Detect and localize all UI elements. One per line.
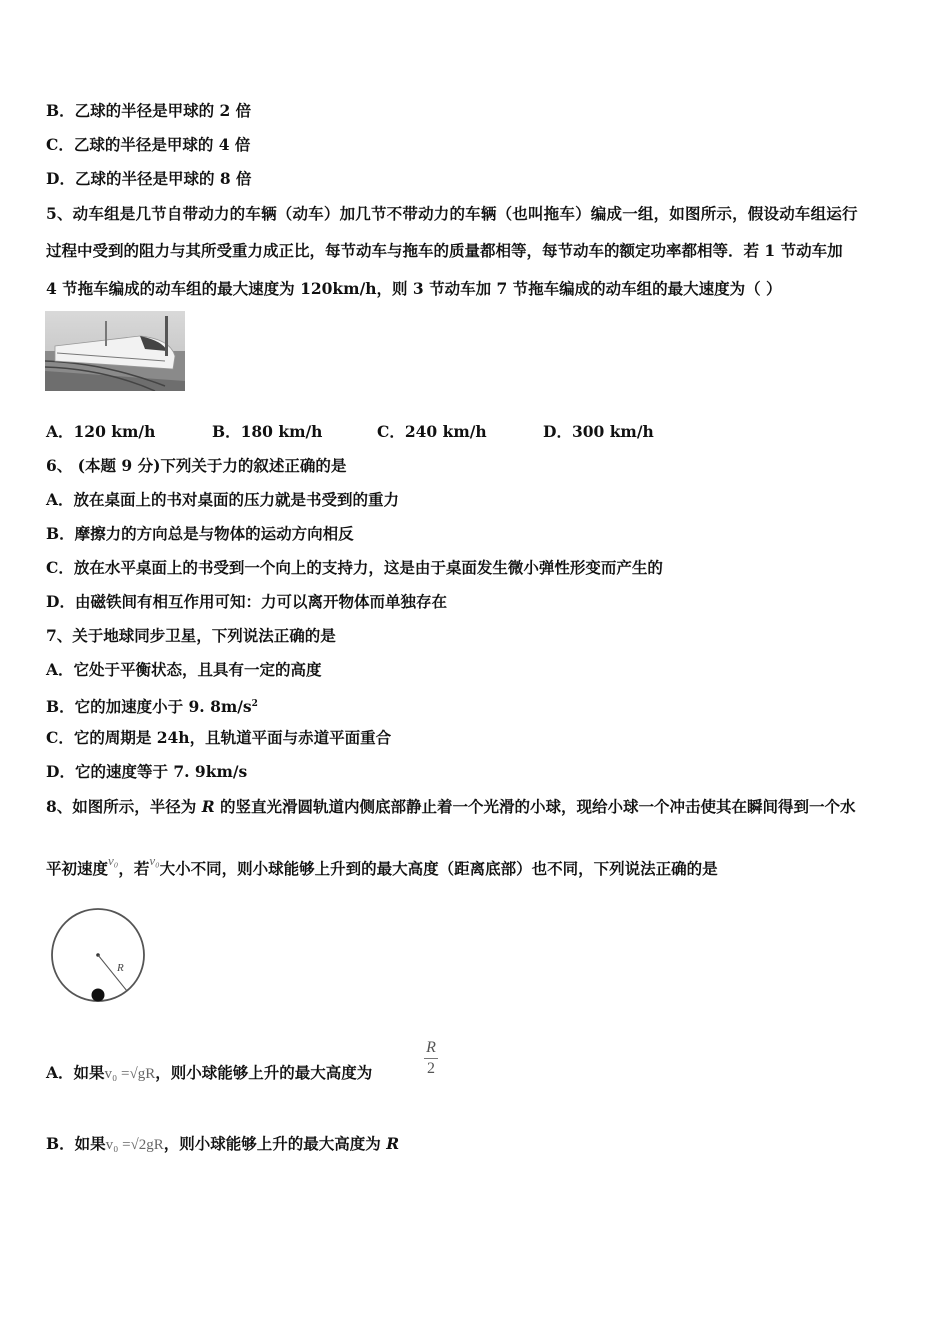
q8-a-suffix: ，则小球能够上升的最大高度为 xyxy=(155,1063,373,1082)
q7-option-d: D．它的速度等于 7. 9km/s xyxy=(46,762,248,781)
q6-stem: 6、 (本题 9 分)下列关于力的叙述正确的是 xyxy=(46,456,347,475)
q6-option-d: D．由磁铁间有相互作用可知：力可以离开物体而单独存在 xyxy=(46,592,447,611)
q6-option-b: B．摩擦力的方向总是与物体的运动方向相反 xyxy=(46,524,354,543)
q5-stem-line3: 4 节拖车编成的动车组的最大速度为 120km/h，则 3 节动车加 7 节拖车编成的动车组的最大速度为（ ） xyxy=(46,279,782,298)
q8-line1-prefix: 8、如图所示，半径为 xyxy=(46,797,202,816)
q7-stem: 7、关于地球同步卫星，下列说法正确的是 xyxy=(46,626,336,645)
q8-line2-c: 大小不同，则小球能够上升到的最大高度（距离底部）也不同，下列说法正确的是 xyxy=(159,859,718,878)
ball xyxy=(92,989,105,1002)
q4-option-b: B．乙球的半径是甲球的 2 倍 xyxy=(46,101,252,120)
q8-b-suffix: ，则小球能够上升的最大高度为 xyxy=(163,1134,387,1153)
q5-option-a: A．120 km/h xyxy=(46,422,156,441)
q7-option-c: C．它的周期是 24h，且轨道平面与赤道平面重合 xyxy=(46,728,392,747)
q4-option-d: D．乙球的半径是甲球的 8 倍 xyxy=(46,169,252,188)
q7-option-b xyxy=(46,694,258,717)
q8-a-frac-den: 2 xyxy=(427,1060,435,1077)
q8-stem-line1 xyxy=(46,797,855,817)
q7-option-b-text: B．它的加速度小于 9. 8m/s xyxy=(46,697,252,717)
q8-b-formula: v₀ =√2gR xyxy=(105,1137,164,1153)
q7-option-b-sup: 2 xyxy=(251,699,258,709)
q8-a-frac-num: R xyxy=(426,1039,436,1056)
radius-label: R xyxy=(117,962,124,974)
q5-option-b: B．180 km/h xyxy=(212,422,323,441)
q8-b-prefix: B．如果 xyxy=(46,1134,106,1153)
q6-option-a: A．放在桌面上的书对桌面的压力就是书受到的重力 xyxy=(46,490,400,509)
q8-line1-suffix: 的竖直光滑圆轨道内侧底部静止着一个光滑的小球，现给小球一个冲击使其在瞬间得到一个水 xyxy=(214,797,856,816)
q8-a-prefix: A．如果 xyxy=(46,1063,105,1082)
q8-option-b xyxy=(46,1134,399,1155)
q8-line2-b: ，若 xyxy=(118,859,150,878)
fraction-bar xyxy=(424,1058,438,1059)
q5-option-d: D．300 km/h xyxy=(543,422,654,441)
q7-option-a: A．它处于平衡状态，且具有一定的高度 xyxy=(46,660,322,679)
q8-radius-symbol: R xyxy=(201,797,215,816)
q8-v0-2: v₀ xyxy=(149,853,160,868)
q8-stem-line2 xyxy=(46,853,718,880)
train-photo xyxy=(45,311,185,391)
q8-a-fraction xyxy=(422,1039,440,1078)
circle-track-diagram xyxy=(48,906,150,1006)
q5-stem-line1: 5、动车组是几节自带动力的车辆（动车）加几节不带动力的车辆（也叫拖车）编成一组，如图所示，假设动车组运行 xyxy=(46,204,858,223)
q5-option-c: C．240 km/h xyxy=(377,422,487,441)
q8-a-formula: v₀ =√gR xyxy=(104,1066,156,1082)
q5-stem-line2: 过程中受到的阻力与其所受重力成正比，每节动车与拖车的质量都相等，每节动车的额定功率都相等．若 1 节动车加 xyxy=(46,241,843,260)
q8-b-end: R xyxy=(386,1134,400,1153)
q8-line2-a: 平初速度 xyxy=(46,859,109,878)
q8-option-a xyxy=(46,1063,372,1084)
q8-v0-1: v₀ xyxy=(108,853,119,868)
q4-option-c: C．乙球的半径是甲球的 4 倍 xyxy=(46,135,251,154)
q6-option-c: C．放在水平桌面上的书受到一个向上的支持力，这是由于桌面发生微小弹性形变而产生的 xyxy=(46,558,663,577)
